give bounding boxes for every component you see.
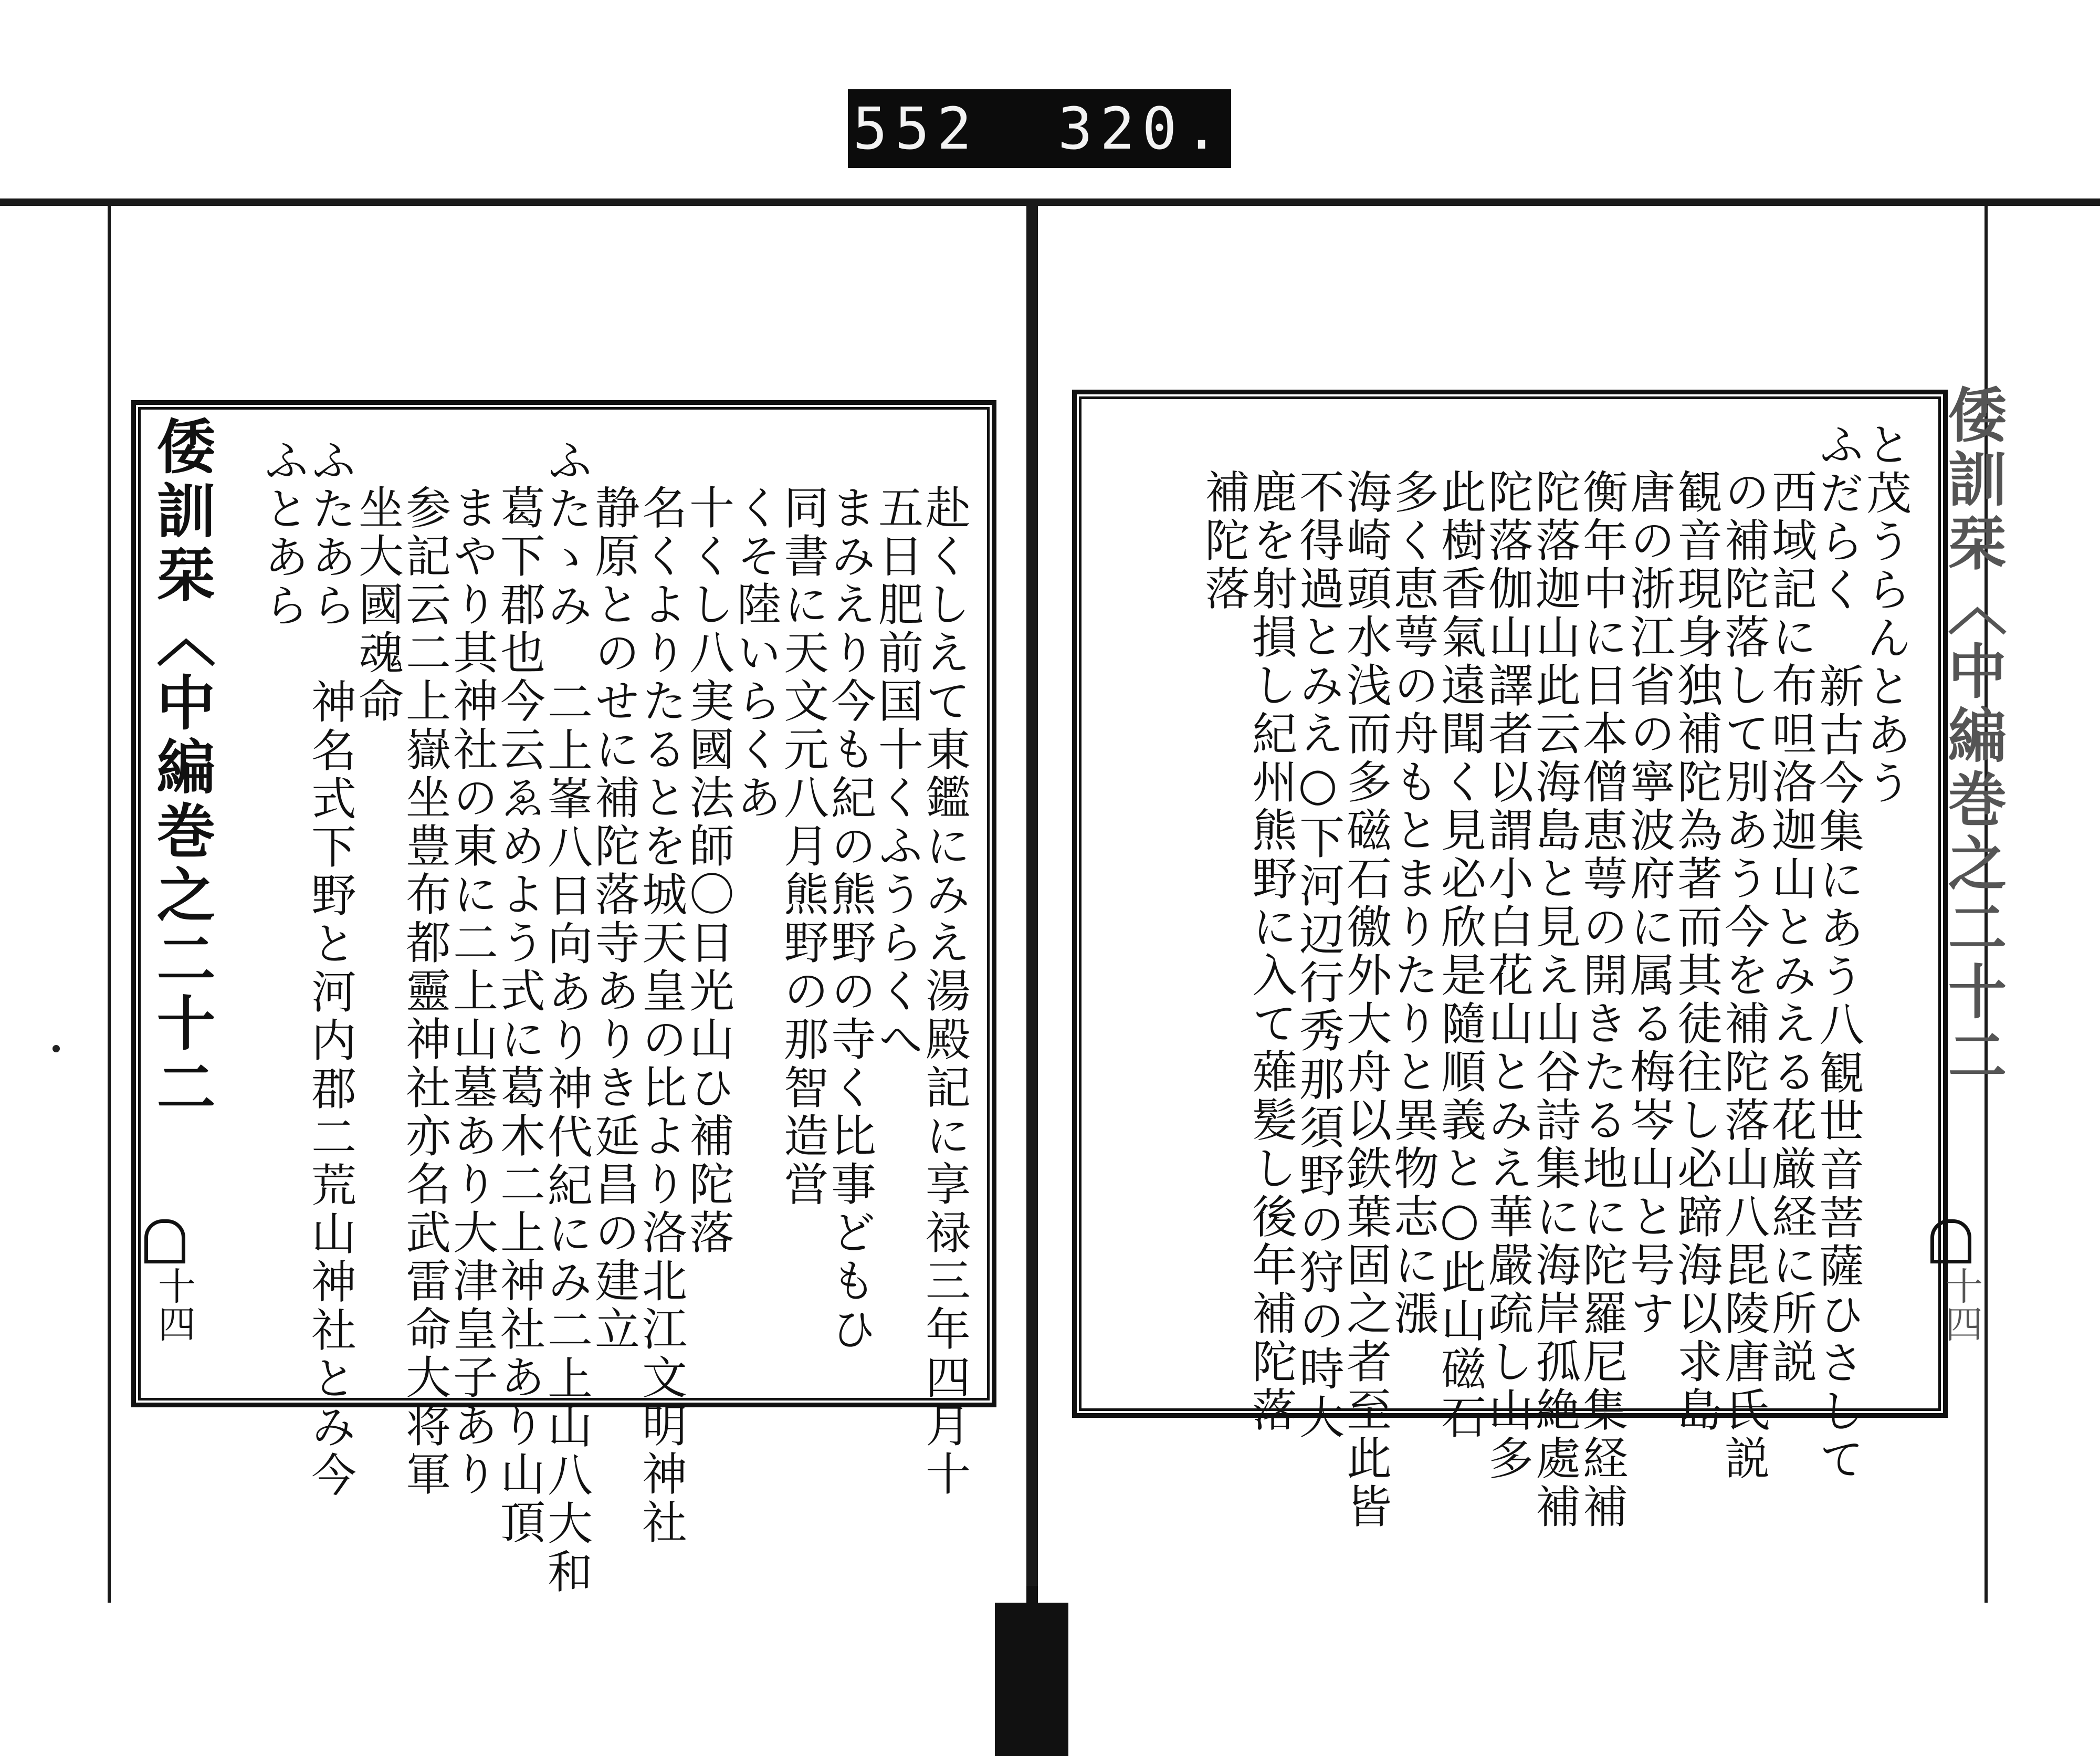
right-page	[1038, 206, 2007, 1603]
left-col-3: まみえり今も紀の熊野の寺く比事どもひ	[823, 484, 876, 1354]
right-col-7: 衡年中に日本僧恵萼の開きたる地に陀羅尼集経補	[1575, 468, 1628, 1531]
left-page-edge	[108, 206, 111, 1603]
left-col-7: 名くよりたるとを城天皇の比より洛北江文明神社	[634, 484, 687, 1547]
film-left-number: 552	[853, 95, 979, 162]
left-col-6: 十くし八実國法師〇日光山ひ補陀落	[681, 484, 734, 1257]
right-col-8: 陀落迦山此云海島と見え山谷詩集に海岸孤絶處補	[1528, 468, 1580, 1531]
right-folio-number: 十四	[1939, 1267, 1983, 1342]
book-top-edge	[0, 198, 2100, 206]
right-col-1: と茂うらんとあう	[1858, 421, 1911, 808]
left-col-15: ふとあら	[256, 437, 309, 630]
right-col-4: の補陀落して別あう今を補陀落山八毘陵唐氏説	[1717, 468, 1769, 1483]
right-col-6: 唐の浙江省の寧波府に属る梅岑山と号す	[1622, 468, 1675, 1338]
right-col-14: 鹿を射損し紀州熊野に入て薙髪し後年補陀落	[1244, 468, 1297, 1435]
film-frame-label	[848, 89, 1231, 168]
left-col-11: まやり其神社の東に二上山墓あり大津皇子あり	[445, 484, 498, 1499]
right-col-5: 観音現身独補陀為著而其徒往し必蹄海以求島	[1670, 468, 1722, 1435]
left-col-2: 五日肥前国十くふうらくへ	[870, 484, 923, 1064]
right-margin-title: 倭訓栞〈中編巻之二十二	[1938, 384, 2007, 1089]
left-col-1: 赴くしえて東鑑にみえ湯殿記に享禄三年四月十	[918, 484, 970, 1499]
left-fishtail-mark	[144, 1219, 185, 1263]
right-col-13: 不得過とみえ○下河辺行秀那須野の狩の時大	[1292, 468, 1344, 1442]
ink-speck	[52, 1045, 60, 1052]
left-col-14: ふたあら 神名式下野と河内郡二荒山神社とみ今	[303, 437, 356, 1500]
left-col-12: 参記云二上嶽坐豊布都靈神社亦名武雷命大将軍	[398, 484, 450, 1499]
right-col-2: ふだらく 新古今集にあう八観世音菩薩ひさして	[1811, 421, 1864, 1484]
left-page	[113, 206, 1026, 1603]
left-col-8: 静原とのせに補陀落寺ありき延昌の建立	[587, 484, 639, 1354]
right-col-3: 西域記に布呾洛迦山とみえる花厳経に所説	[1764, 468, 1816, 1386]
film-right-number: 320.	[1057, 95, 1226, 162]
left-col-5: くそ陸いらくあ	[729, 484, 781, 822]
spine-foot	[995, 1586, 1068, 1756]
left-col-4: 同書に天文元八月熊野の那智造営	[776, 484, 828, 1209]
left-col-13: 坐大國魂命	[351, 484, 403, 726]
right-col-11: 多く恵萼の舟もとまりたりと異物志に漲	[1386, 468, 1438, 1338]
left-folio-number: 十四	[152, 1267, 196, 1342]
left-margin-title: 倭訓栞〈中編巻之二十二	[147, 416, 216, 1121]
left-col-10: 葛下郡也今云ゑめよう式に葛木二上神社あり山頂	[492, 484, 545, 1547]
spine-line	[1026, 198, 1038, 1756]
right-col-15: 補陀落	[1197, 468, 1250, 613]
right-col-12: 海崎頭水浅而多磁石徼外大舟以鉄葉固之者至此皆	[1339, 468, 1391, 1531]
right-col-10: 此樹香氣遠聞く見必欣是隨順義と○此山磁石	[1433, 468, 1486, 1442]
right-fishtail-mark	[1930, 1219, 1971, 1263]
right-col-9: 陀落伽山譯者以謂小白花山とみえ華嚴疏し山多	[1480, 468, 1533, 1483]
left-col-9: ふたゝみ 二上峯八日向あり神代紀にみ二上山八大和	[540, 437, 592, 1596]
